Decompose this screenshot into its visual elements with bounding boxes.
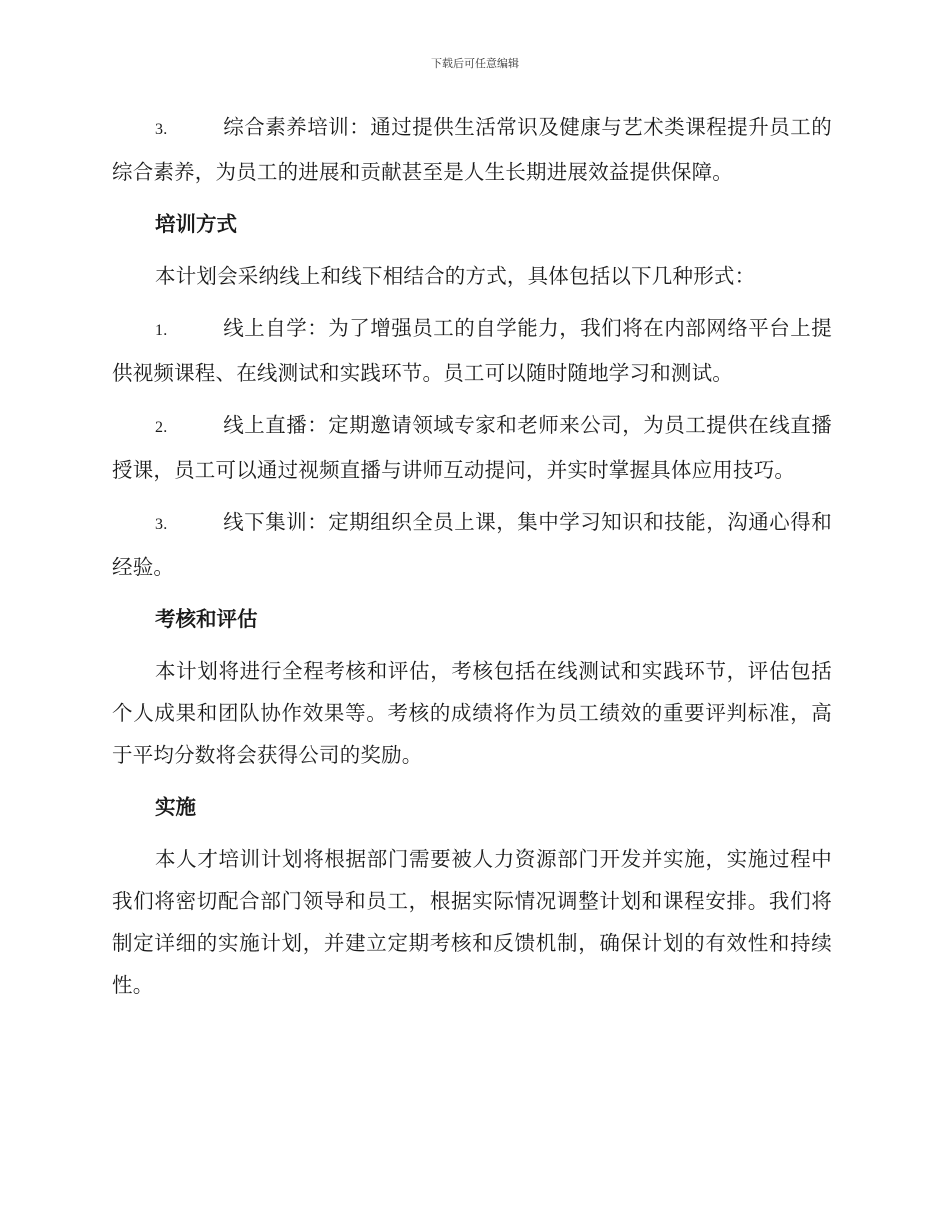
list-item-online-self-study bbox=[112, 307, 832, 394]
document-body bbox=[112, 106, 832, 1016]
list-item-quality-training bbox=[112, 106, 832, 193]
list-number: 3. bbox=[155, 516, 168, 533]
list-item-text: 综合素养培训：通过提供生活常识及健康与艺术类课程提升员工的综合素养，为员工的进展和贡献甚至是人生长期进展效益提供保障。 bbox=[112, 115, 832, 184]
list-number: 2. bbox=[155, 419, 168, 436]
list-number: 3. bbox=[155, 121, 168, 138]
header-note: 下载后可任意编辑 bbox=[431, 57, 519, 70]
list-item-text: 线下集训：定期组织全员上课，集中学习知识和技能，沟通心得和经验。 bbox=[112, 510, 832, 579]
assessment-body: 本计划将进行全程考核和评估，考核包括在线测试和实践环节，评估包括个人成果和团队协作效果等。考核的成绩将作为员工绩效的重要评判标准，高于平均分数将会获得公司的奖励。 bbox=[112, 659, 832, 767]
implementation-body: 本人才培训计划将根据部门需要被人力资源部门开发并实施，实施过程中我们将密切配合部门领导和员工，根据实际情况调整计划和课程安排。我们将制定详细的实施计划，并建立定期考核和反馈机制，确保计划的有效性和持续性。 bbox=[112, 847, 832, 997]
section-heading-training-method: 培训方式 bbox=[155, 212, 237, 236]
list-number: 1. bbox=[155, 322, 168, 339]
section-heading-assessment: 考核和评估 bbox=[155, 607, 258, 631]
list-item-text: 线上自学：为了增强员工的自学能力，我们将在内部网络平台上提供视频课程、在线测试和实践环节。员工可以随时随地学习和测试。 bbox=[112, 316, 832, 385]
list-item-online-live bbox=[112, 404, 832, 491]
list-item-offline-training bbox=[112, 501, 832, 588]
training-method-intro: 本计划会采纳线上和线下相结合的方式，具体包括以下几种形式： bbox=[155, 264, 756, 288]
list-item-text: 线上直播：定期邀请领域专家和老师来公司，为员工提供在线直播授课，员工可以通过视频直播与讲师互动提问，并实时掌握具体应用技巧。 bbox=[112, 413, 832, 482]
section-heading-implementation: 实施 bbox=[155, 795, 196, 819]
